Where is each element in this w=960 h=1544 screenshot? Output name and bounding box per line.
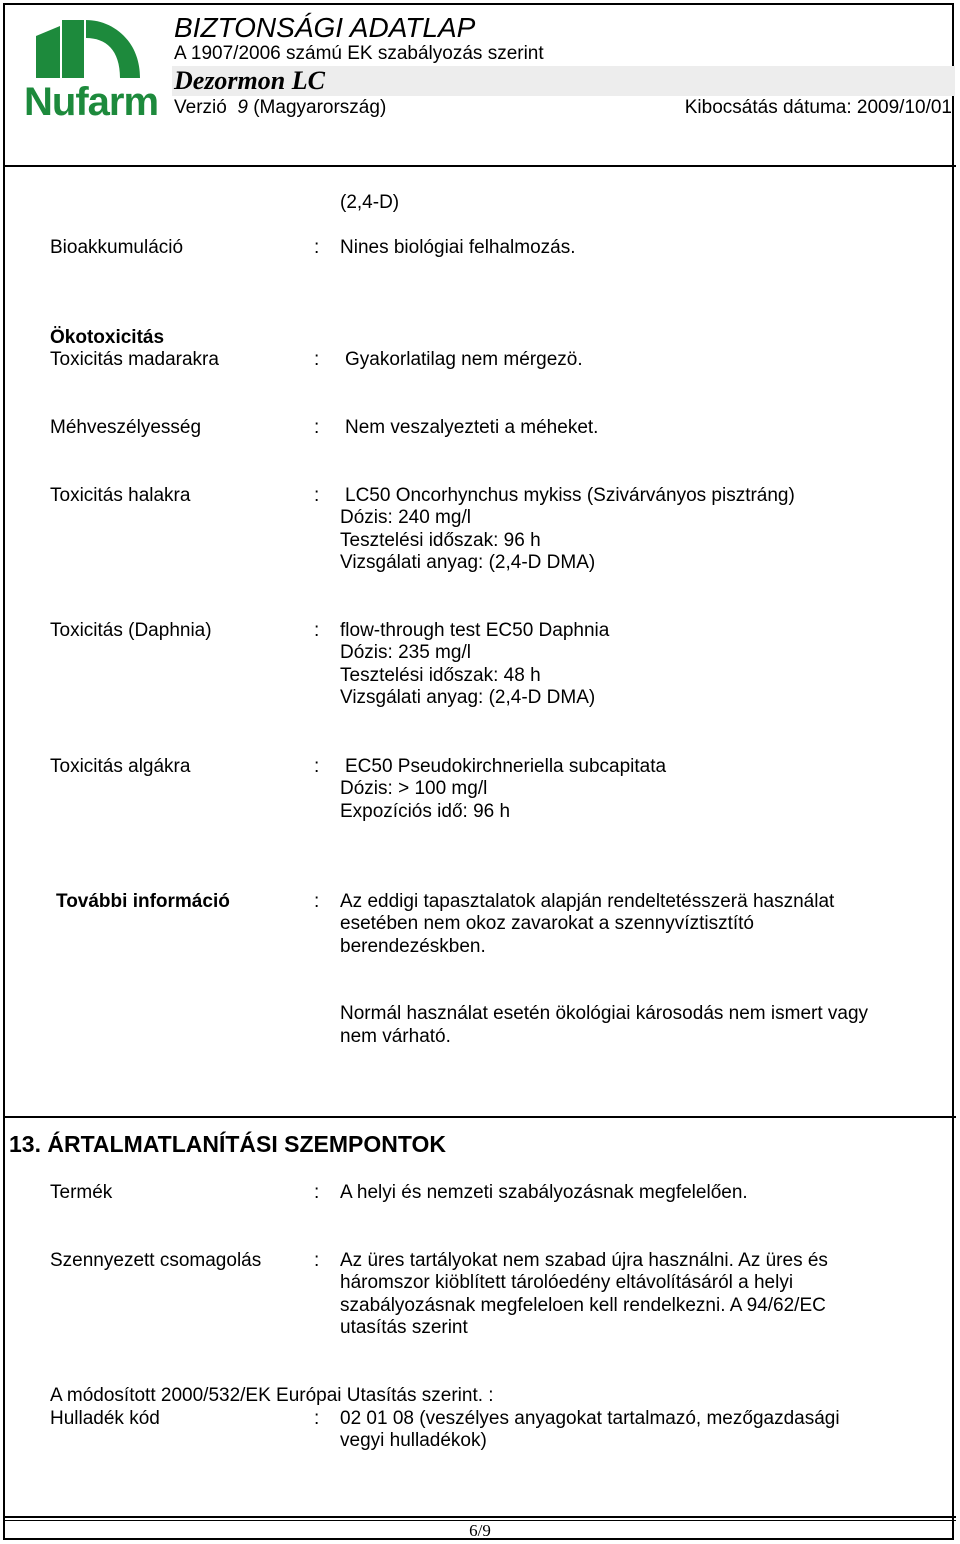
waste-code-label: Hulladék kód	[50, 1408, 160, 1429]
fish-line: Vizsgálati anyag: (2,4-D DMA)	[340, 552, 596, 573]
bioaccumulation-label: Bioakkumuláció	[50, 237, 184, 258]
further-info-line: nem várható.	[340, 1026, 451, 1047]
algae-line: Expozíciós idő: 96 h	[340, 801, 511, 822]
bees-label: Méhveszélyesség	[50, 417, 202, 438]
algae-line: Dózis: > 100 mg/l	[340, 778, 488, 799]
fish-line: LC50 Oncorhynchus mykiss (Szivárványos pisztráng)	[345, 485, 795, 506]
packaging-line: utasítás szerint	[340, 1317, 468, 1338]
waste-code-line: 02 01 08 (veszélyes anyagokat tartalmazó, mezőgazdasági	[340, 1408, 840, 1429]
further-info-line: esetében nem okoz zavarokat a szennyvíztisztító	[340, 913, 754, 934]
daphnia-line: Tesztelési időszak: 48 h	[340, 665, 541, 686]
version-country: (Magyarország)	[253, 97, 387, 118]
bees-value: Nem veszalyezteti a méheket.	[345, 417, 599, 438]
colon: :	[314, 417, 320, 438]
document-title: BIZTONSÁGI ADATLAP	[174, 12, 476, 43]
daphnia-label: Toxicitás (Daphnia)	[50, 620, 212, 641]
colon: :	[314, 756, 320, 777]
algae-label: Toxicitás algákra	[50, 756, 191, 777]
birds-value: Gyakorlatilag nem mérgezö.	[345, 349, 583, 370]
colon: :	[314, 620, 320, 641]
section-13-title: 13. ÁRTALMATLANÍTÁSI SZEMPONTOK	[9, 1131, 446, 1157]
nufarm-logo-icon	[22, 14, 150, 84]
packaging-label: Szennyezett csomagolás	[50, 1250, 262, 1271]
colon: :	[314, 891, 320, 912]
page-number: 6/9	[469, 1521, 491, 1540]
colon: :	[314, 1250, 320, 1271]
birds-label: Toxicitás madarakra	[50, 349, 219, 370]
product-name: Dezormon LC	[174, 66, 325, 95]
algae-line: EC50 Pseudokirchneriella subcapitata	[345, 756, 667, 777]
product-value: A helyi és nemzeti szabályozásnak megfelelően.	[340, 1182, 748, 1203]
fish-line: Dózis: 240 mg/l	[340, 507, 471, 528]
header-divider	[3, 165, 956, 167]
section-divider	[3, 1116, 956, 1118]
waste-code-line: vegyi hulladékok)	[340, 1430, 487, 1451]
fish-line: Tesztelési időszak: 96 h	[340, 530, 541, 551]
version-line	[174, 97, 386, 119]
packaging-line: Az üres tartályokat nem szabad újra használni. Az üres és	[340, 1250, 828, 1271]
further-info-line: berendezéskben.	[340, 936, 486, 957]
issue-date: Kibocsátás dátuma: 2009/10/01	[684, 97, 952, 118]
version-number: 9	[237, 97, 248, 118]
footer-divider	[3, 1516, 956, 1518]
regulation-line: A 1907/2006 számú EK szabályozás szerint	[174, 43, 544, 64]
directive-line: A módosított 2000/532/EK Európai Utasítás szerint. :	[50, 1385, 494, 1406]
daphnia-line: Vizsgálati anyag: (2,4-D DMA)	[340, 687, 596, 708]
fish-label: Toxicitás halakra	[50, 485, 191, 506]
further-info-label: További információ	[56, 891, 230, 912]
carryover-text: (2,4-D)	[340, 192, 400, 213]
colon: :	[314, 237, 320, 258]
daphnia-line: Dózis: 235 mg/l	[340, 642, 471, 663]
further-info-line: Az eddigi tapasztalatok alapján rendeltetésszerä használat	[340, 891, 835, 912]
daphnia-line: flow-through test EC50 Daphnia	[340, 620, 610, 641]
colon: :	[314, 1182, 320, 1203]
colon: :	[314, 349, 320, 370]
packaging-line: háromszor kiöblített tárolóedény eltávolításáról a helyi	[340, 1272, 794, 1293]
colon: :	[314, 485, 320, 506]
version-label: Verzió	[174, 97, 227, 118]
product-label: Termék	[50, 1182, 113, 1203]
bioaccumulation-value: Nines biológiai felhalmozás.	[340, 237, 576, 258]
colon: :	[314, 1408, 320, 1429]
further-info-line: Normál használat esetén ökológiai károsodás nem ismert vagy	[340, 1003, 869, 1024]
ecotox-heading: Ökotoxicitás	[50, 327, 165, 348]
logo-wordmark: Nufarm	[24, 80, 159, 124]
packaging-line: szabályozásnak megfeleloen kell rendelkezni. A 94/62/EC	[340, 1295, 826, 1316]
